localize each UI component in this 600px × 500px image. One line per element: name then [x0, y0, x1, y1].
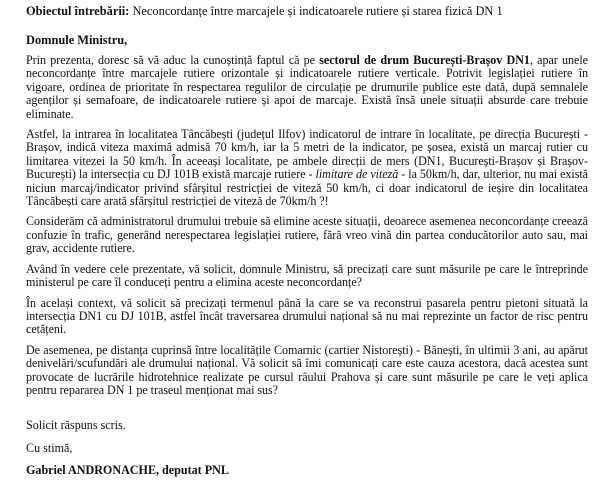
signature: Gabriel ANDRONACHE, deputat PNL [26, 463, 229, 478]
closing-block [26, 419, 588, 477]
paragraph-3: Considerăm că administratorul drumului trebuie să elimine aceste situații, deoarece asemenea neconcordanțe creează confuzie în trafic, generând nerespectarea legislației rutiere, fără vreo vină din partea conducătorilor auto sau, mai grav, accidente rutiere. [26, 214, 588, 256]
paragraph-1-part-a: Prin prezenta, doresc să vă aduc la cunoștință faptul că pe [26, 53, 320, 67]
closing-regards: Cu stimă, [26, 440, 73, 455]
paragraph-2-part-c: - la 50km/h, dar, ulterior, nu mai există niciun marcaj/indicator privind sfârșitul restricției de viteză 50 km/h, ci doar indicatorul de ieșire din localitatea Tâncăbești care arată sfârșitul restricției de viteză de 70km/h ?! [26, 167, 588, 209]
subject-text: Neconcordanțe între marcajele și indicatoarele rutiere și starea fizică DN 1 [132, 4, 503, 18]
subject-line [26, 4, 588, 19]
paragraph-5: În același context, vă solicit să precizați termenul până la care se va reconstrui pasarela pentru pietoni situată la intersecția DN1 cu DJ 101B, astfel încât traversarea drumului național să nu mai reprezinte un factor de risc pentru cetățeni. [26, 295, 588, 337]
paragraph-1-part-c: , apar unele neconcordanțe între marcajele rutiere orizontale și indicatoarele rutiere verticale. Potrivit legislației rutiere în vigoare, ordinea de prioritate în respectarea regulilor de circulație pe drumurile publice este dată, după semnalele agenților și semafoare, de indicatoarele rutiere și apoi de marcaje. Există însă unele situații absurde care trebuie eliminate. [26, 53, 588, 121]
paragraph-1 [26, 54, 588, 121]
paragraph-2-part-a: Astfel, la intrarea în localitatea Tâncăbești (județul Ilfov) indicatorul de intrare în localitate, pe direcția București - Brașov, indică viteza maximă admisă 70 km/h, iar la 5 metri de la indicator, pe șosea, există un marcaj rutier cu limitarea vitezei la 50 km/h. În aceeași localitate, pe ambele direcții de mers (DN1, București-Brașov și Brașov-București) la intersecția cu DJ 101B există marcaje rutiere - [26, 127, 588, 182]
subject-label: Obiectul întrebării: [26, 4, 130, 18]
paragraph-2 [26, 128, 588, 208]
closing-request: Solicit răspuns scris. [26, 418, 126, 433]
paragraph-6: De asemenea, pe distanța cuprinsă între localitățile Comarnic (cartier Nistorești) - Bănești, în ultimii 3 ani, au apărut denivelări/scufundări ale drumului național. Vă solicit să îmi comunicați care este cauza acestora, dacă acestea sunt provocate de lucrările hidrotehnice realizate pe cursul râului Prahova și care sunt măsurile pe care le veți aplica pentru repararea DN 1 pe traseul menționat mai sus? [26, 342, 588, 397]
paragraph-2-italic: limitare de viteză [315, 167, 399, 182]
paragraph-4: Având în vedere cele prezentate, vă solicit, domnule Ministru, să precizați care sunt măsurile pe care le întreprinde ministerul pe care îl conduceți pentru a elimina aceste neconcordanțe? [26, 261, 588, 290]
paragraph-1-emphasis: sectorul de drum București-Brașov DN1 [319, 53, 530, 67]
salutation: Domnule Ministru, [26, 33, 128, 47]
